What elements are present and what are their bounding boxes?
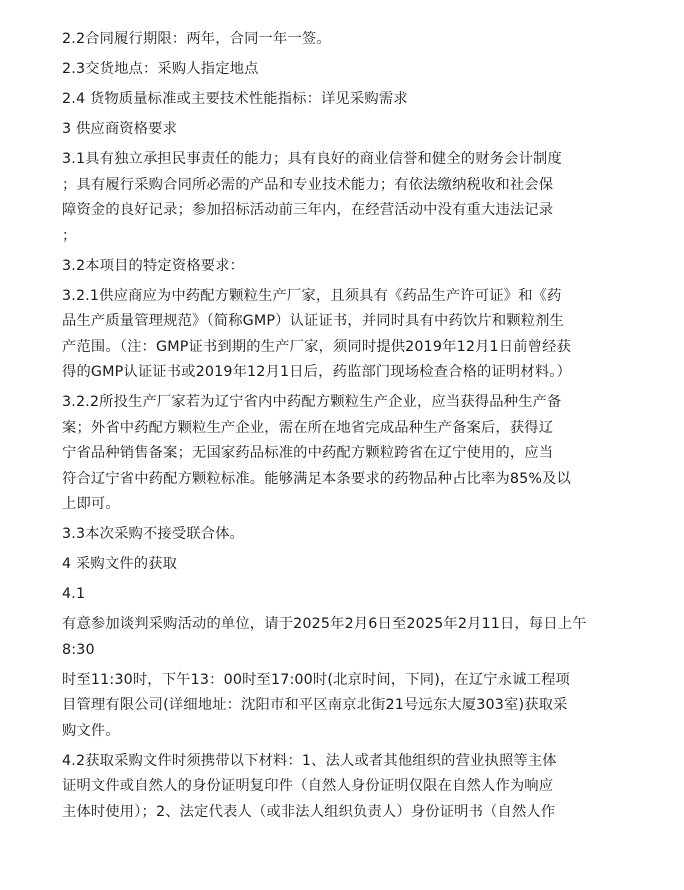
paragraph-line: 案；外省中药配方颗粒生产企业，需在所在地省完成品种生产备案后，获得辽 (62, 419, 554, 436)
text-line-quality-standard: 2.4 货物质量标准或主要技术性能指标：详见采购需求 (62, 91, 408, 107)
paragraph-line: 符合辽宁省中药配方颗粒标准。能够满足本条要求的药物品种占比率为85%及以 (62, 470, 571, 487)
section-heading-supplier-qualification: 3 供应商资格要求 (62, 121, 178, 137)
paragraph-line: 时至11:30时，下午13：00时至17:00时(北京时间，下同)，在辽宁永诚工程项 (62, 671, 570, 688)
paragraph-line: 有意参加谈判采购活动的单位，请于2025年2月6日至2025年2月11日，每日上午 (62, 616, 587, 632)
paragraph-line: 证明文件或自然人的身份证明复印件（自然人身份证明仅限在自然人作为响应 (62, 778, 554, 794)
text-line-no-consortium: 3.3本次采购不接受联合体。 (62, 526, 245, 542)
paragraph-line: 3.2.1供应商应为中药配方颗粒生产厂家，且须具有《药品生产许可证》和《药 (62, 287, 562, 304)
paragraph-line: 4.2获取采购文件时须携带以下材料：1、法人或者其他组织的营业执照等主体 (62, 752, 557, 769)
paragraph-line: 3.1具有独立承担民事责任的能力；具有良好的商业信誉和健全的财务会计制度 (62, 151, 562, 167)
paragraph-line: ； (62, 227, 77, 244)
paragraph-line: 8:30 (62, 641, 95, 658)
paragraph-line: ；具有履行采购合同所必需的产品和专业技术能力；有依法缴纳税收和社会保 (62, 176, 554, 193)
document-body (62, 27, 622, 825)
text-line-delivery-location: 2.3交货地点：采购人指定地点 (62, 61, 259, 77)
text-line-contract-period: 2.2合同履行期限：两年，合同一年一签。 (62, 31, 331, 47)
paragraph-line: 上即可。 (62, 496, 120, 512)
paragraph-line: 购文件。 (62, 722, 120, 739)
paragraph-line: 障资金的良好记录；参加招标活动前三年内，在经营活动中没有重大违法记录 (62, 202, 554, 218)
paragraph-line: 品生产质量管理规范》（简称GMP）认证证书，并同时具有中药饮片和颗粒剂生 (62, 313, 565, 329)
section-heading-procurement-docs: 4 采购文件的获取 (62, 556, 178, 572)
paragraph-line: 产范围。（注：GMP证书到期的生产厂家，须同时提供2019年12月1日前曾经获 (62, 338, 572, 355)
subheading-4-1: 4.1 (62, 586, 86, 602)
paragraph-line: 目管理有限公司(详细地址：沈阳市和平区南京北街21号远东大厦303室)获取采 (62, 697, 568, 713)
paragraph-line: 主体时使用）；2、法定代表人（或非法人组织负责人）身份证明书（自然人作 (62, 803, 556, 820)
paragraph-line: 宁省品种销售备案；无国家药品标准的中药配方颗粒跨省在辽宁使用的，应当 (62, 445, 554, 461)
paragraph-line: 3.2.2所投生产厂家若为辽宁省内中药配方颗粒生产企业，应当获得品种生产备 (62, 394, 562, 410)
paragraph-line: 得的GMP认证证书或2019年12月1日后，药监部门现场检查合格的证明材料。） (62, 364, 572, 380)
subheading-specific-qualification: 3.2本项目的特定资格要求： (62, 257, 245, 274)
